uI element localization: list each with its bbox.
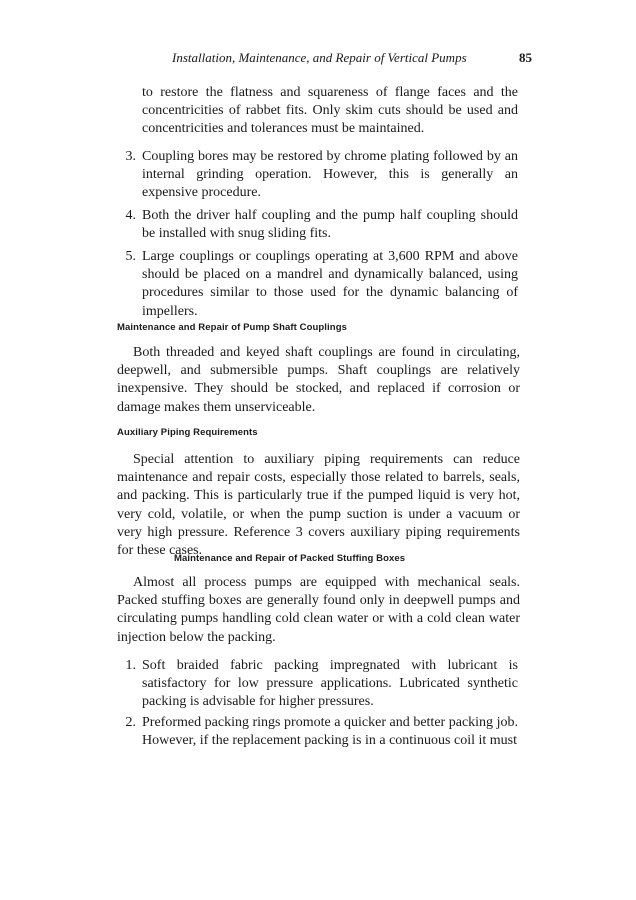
list-item-text: Large couplings or couplings operating at 3,600 RPM and above should be placed on a mandrel and dynamically balanced, using procedures similar to those used for the dynamic balancing of impellers. — [142, 249, 518, 319]
list-item-number: 4. — [125, 208, 136, 223]
section-paragraph — [117, 574, 520, 647]
section-heading: Auxiliary Piping Requirements — [117, 427, 258, 438]
section-paragraph-text: Both threaded and keyed shaft couplings are found in circulating, deepwell, and submersible pumps. Shaft couplings are relatively inexpensive. They should be stocked, and replaced if corrosion or damage makes them unserviceable. — [117, 345, 520, 415]
list-item-text: Preformed packing rings promote a quicker and better packing job. However, if the replacement packing is in a continuous coil it must — [142, 715, 518, 749]
list-item-number: 2. — [125, 715, 136, 730]
list-item-number: 5. — [125, 249, 136, 264]
section-heading: Maintenance and Repair of Pump Shaft Couplings — [117, 322, 347, 333]
section-paragraph-text: Almost all process pumps are equipped with mechanical seals. Packed stuffing boxes are generally found only in deepwell pumps and circulating pumps handling cold clean water or with a cold clean water injection below the packing. — [117, 575, 520, 645]
list-item-text: Both the driver half coupling and the pump half coupling should be installed with snug sliding fits. — [142, 208, 518, 242]
running-header — [150, 50, 532, 70]
list-item-text: Soft braided fabric packing impregnated with lubricant is satisfactory for low pressure applications. Lubricated synthetic packing is advisable for higher pressures. — [142, 658, 518, 710]
continuation-paragraph: to restore the flatness and squareness of flange faces and the concentricities of rabbet fits. Only skim cuts should be used and concentricities and tolerances must be maintained. — [142, 85, 518, 137]
list-item-number: 1. — [125, 658, 136, 673]
running-header-title: Installation, Maintenance, and Repair of Vertical Pumps — [172, 50, 467, 65]
section-paragraph-text: Special attention to auxiliary piping requirements can reduce maintenance and repair costs, especially those related to barrels, seals, and packing. This is particularly true if the pumped liquid is very hot, very cold, volatile, or when the pump suction is under a vacuum or very high pressure. Reference 3 covers auxiliary piping requirements for these cases. — [117, 452, 520, 559]
list-item-text: Coupling bores may be restored by chrome plating followed by an internal grinding operation. However, this is generally an expensive procedure. — [142, 149, 518, 201]
section-heading: Maintenance and Repair of Packed Stuffing Boxes — [174, 553, 406, 564]
page-number: 85 — [519, 50, 532, 65]
section-paragraph — [117, 451, 520, 560]
section-paragraph — [117, 344, 520, 417]
list-item-number: 3. — [125, 149, 136, 164]
